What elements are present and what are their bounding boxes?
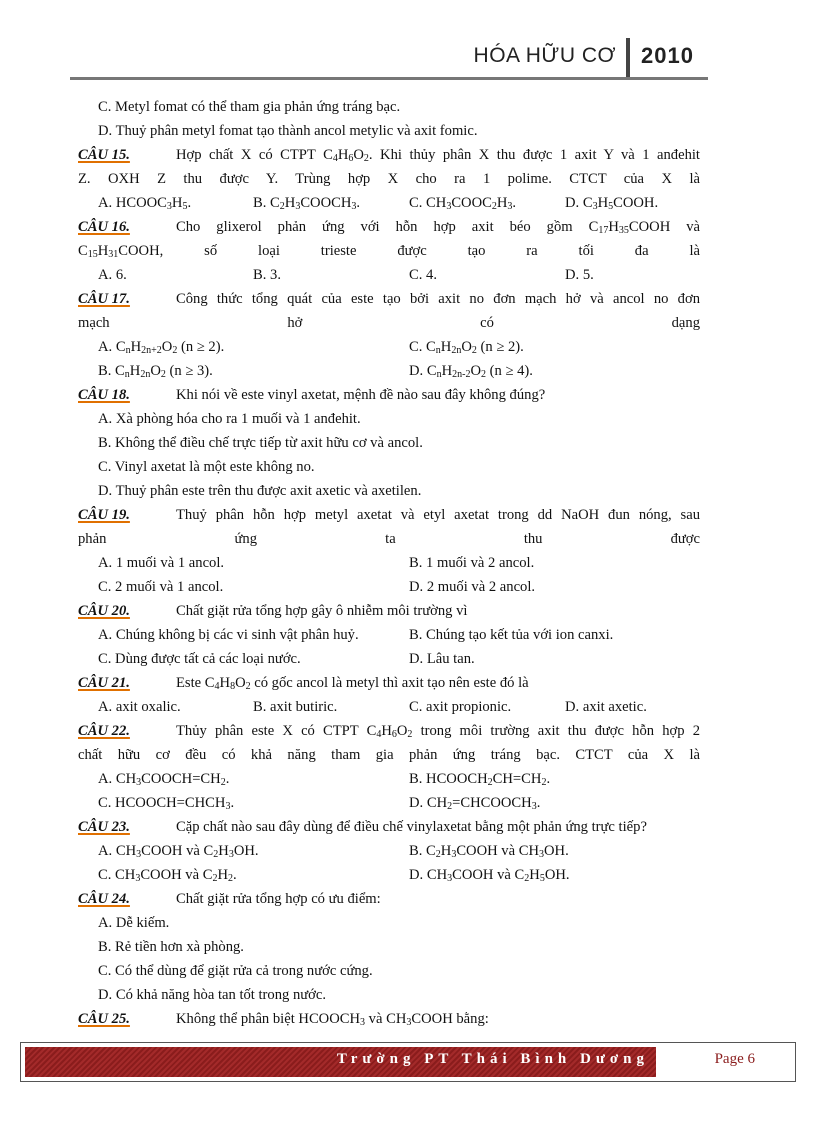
answer-option: C. $HCOOCH=CHCH_3$. bbox=[98, 795, 235, 812]
answer-option: C. axit propionic. bbox=[409, 699, 512, 715]
question-label: CÂU 24. bbox=[78, 891, 130, 907]
question-label: CÂU 18. bbox=[78, 387, 130, 403]
answer-option: C. Dùng được tất cả các loại nước. bbox=[98, 651, 301, 667]
question-line bbox=[78, 383, 700, 407]
question-label: CÂU 22. bbox=[78, 723, 130, 739]
options-row bbox=[78, 791, 700, 815]
question-line bbox=[78, 503, 700, 527]
answer-option: C. 4. bbox=[409, 267, 437, 283]
question-text: Cặp chất nào sau đây dùng để điều chế vinylaxetat bằng một phản ứng trực tiếp? bbox=[176, 819, 647, 835]
header-rule bbox=[70, 77, 708, 80]
question-text: Hợp chất X có CTPT $C_4H_6O_2$. Khi thủy phân X thu được 1 axit Y và 1 anđehit bbox=[176, 147, 700, 164]
question-text-line: mạch hở có dạng bbox=[78, 315, 700, 331]
answer-option: D. 5. bbox=[565, 267, 594, 283]
answer-option: D. $CH_3COOH$ và $C_2H_5OH$. bbox=[409, 867, 570, 884]
question-label: CÂU 15. bbox=[78, 147, 130, 163]
options-row bbox=[78, 623, 700, 647]
question-line bbox=[78, 671, 700, 695]
question-label: CÂU 25. bbox=[78, 1011, 130, 1027]
options-row bbox=[78, 191, 700, 215]
question-text: Este $C_4H_8O_2$ có gốc ancol là metyl thì axit tạo nên este đó là bbox=[176, 675, 529, 692]
option-line: A. Dễ kiếm. bbox=[98, 915, 170, 931]
page-header bbox=[70, 38, 708, 80]
option-line: D. Có khả năng hòa tan tốt trong nước. bbox=[98, 987, 327, 1003]
question-label: CÂU 20. bbox=[78, 603, 130, 619]
answer-option: A. Chúng không bị các vi sinh vật phân huỷ. bbox=[98, 627, 359, 643]
question-line bbox=[78, 815, 700, 839]
option-line: D. Thuỷ phân este trên thu được axit axetic và axetilen. bbox=[98, 483, 422, 499]
question-text-line: Z. OXH Z thu được Y. Trùng hợp X cho ra 1 polime. CTCT của X là bbox=[78, 171, 700, 187]
question-text: Thuỷ phân hỗn hợp metyl axetat và etyl axetat trong dd NaOH đun nóng, sau bbox=[176, 507, 700, 523]
options-row bbox=[78, 263, 700, 287]
option-line: C. Metyl fomat có thể tham gia phản ứng tráng bạc. bbox=[98, 99, 401, 115]
header-divider bbox=[626, 38, 630, 80]
answer-option: B. 1 muối và 2 ancol. bbox=[409, 555, 535, 571]
option-line: A. Xà phòng hóa cho ra 1 muối và 1 anđehit. bbox=[98, 411, 361, 427]
question-line bbox=[78, 887, 700, 911]
answer-option: D. 2 muối và 2 ancol. bbox=[409, 579, 536, 595]
document-body bbox=[78, 95, 700, 1031]
answer-option: B. 3. bbox=[253, 267, 281, 283]
question-line bbox=[78, 287, 700, 311]
question-line bbox=[78, 143, 700, 167]
question-text-line: chất hữu cơ đều có khả năng tham gia phản ứng tráng bạc. CTCT của X là bbox=[78, 747, 700, 763]
answer-option: D. Lâu tan. bbox=[409, 651, 475, 667]
answer-option: B. Chúng tạo kết tủa với ion canxi. bbox=[409, 627, 614, 643]
option-line: C. Có thể dùng để giặt rửa cả trong nước cứng. bbox=[98, 963, 373, 979]
options-row bbox=[78, 863, 700, 887]
question-line bbox=[78, 599, 700, 623]
answer-option: D. $C_nH_{2n-2}O_2$ (n ≥ 4). bbox=[409, 363, 533, 380]
answer-option: A. $HCOOC_3H_5$. bbox=[98, 195, 192, 212]
answer-option: C. $C_nH_{2n}O_2$ (n ≥ 2). bbox=[409, 339, 524, 356]
option-line: C. Vinyl axetat là một este không no. bbox=[98, 459, 315, 475]
options-row bbox=[78, 551, 700, 575]
question-text: Thủy phân este X có CTPT $C_4H_6O_2$ trong môi trường axit thu được hỗn hợp 2 bbox=[176, 723, 700, 740]
question-label: CÂU 23. bbox=[78, 819, 130, 835]
answer-option: A. 1 muối và 1 ancol. bbox=[98, 555, 225, 571]
question-line bbox=[78, 719, 700, 743]
page-footer bbox=[20, 1042, 796, 1082]
footer-page-number: Page 6 bbox=[714, 1051, 755, 1067]
answer-option: A. $C_nH_{2n+2}O_2$ (n ≥ 2). bbox=[98, 339, 225, 356]
answer-option: D. $CH_2=CHCOOCH_3$. bbox=[409, 795, 541, 812]
answer-option: A. 6. bbox=[98, 267, 127, 283]
option-line: B. Không thể điều chế trực tiếp từ axit hữu cơ và ancol. bbox=[98, 435, 423, 451]
header-year: 2010 bbox=[641, 43, 694, 68]
question-label: CÂU 19. bbox=[78, 507, 130, 523]
answer-option: B. $C_2H_3COOCH_3$. bbox=[253, 195, 361, 212]
question-text-line: phản ứng ta thu được bbox=[78, 531, 700, 547]
answer-option: B. $HCOOCH_2CH=CH_2$. bbox=[409, 771, 551, 788]
answer-option: A. $CH_3COOCH=CH_2$. bbox=[98, 771, 230, 788]
option-line: B. Rẻ tiền hơn xà phòng. bbox=[98, 939, 244, 955]
question-text: Khi nói về este vinyl axetat, mệnh đề nào sau đây không đúng? bbox=[176, 387, 546, 403]
options-row bbox=[78, 647, 700, 671]
answer-option: B. $C_2H_3COOH$ và $CH_3OH$. bbox=[409, 843, 569, 860]
question-line bbox=[78, 1007, 700, 1031]
answer-option: A. $CH_3COOH$ và $C_2H_3OH$. bbox=[98, 843, 259, 860]
options-row bbox=[78, 335, 700, 359]
header-title: HÓA HỮU CƠ bbox=[473, 44, 616, 67]
options-row bbox=[78, 767, 700, 791]
question-text: Chất giặt rửa tổng hợp gây ô nhiễm môi trường vì bbox=[176, 603, 468, 619]
answer-option: C. 2 muối và 1 ancol. bbox=[98, 579, 224, 595]
question-label: CÂU 17. bbox=[78, 291, 130, 307]
answer-option: D. $C_3H_5COOH$. bbox=[565, 195, 659, 212]
options-row bbox=[78, 359, 700, 383]
answer-option: C. $CH_3COOC_2H_3$. bbox=[409, 195, 517, 212]
question-text-line: $C_{15}H_{31}COOH$, số loại trieste được tạo ra tối đa là bbox=[78, 243, 700, 260]
answer-option: D. axit axetic. bbox=[565, 699, 647, 715]
option-line: D. Thuỷ phân metyl fomat tạo thành ancol metylic và axit fomic. bbox=[98, 123, 478, 139]
options-row bbox=[78, 695, 700, 719]
question-text: Không thể phân biệt $HCOOCH_3$ và $CH_3COOH$ bằng: bbox=[176, 1011, 489, 1028]
question-line bbox=[78, 215, 700, 239]
options-row bbox=[78, 839, 700, 863]
answer-option: A. axit oxalic. bbox=[98, 699, 181, 715]
answer-option: B. axit butiric. bbox=[253, 699, 338, 715]
question-text: Công thức tổng quát của este tạo bởi axit no đơn mạch hở và ancol no đơn bbox=[176, 291, 700, 307]
answer-option: B. $C_nH_{2n}O_2$ (n ≥ 3). bbox=[98, 363, 213, 380]
options-row bbox=[78, 575, 700, 599]
answer-option: C. $CH_3COOH$ và $C_2H_2$. bbox=[98, 867, 237, 884]
question-label: CÂU 21. bbox=[78, 675, 130, 691]
question-text: Cho glixerol phản ứng với hỗn hợp axit béo gồm $C_{17}H_{35}COOH$ và bbox=[176, 219, 700, 236]
footer-school: Trường PT Thái Bình Dương bbox=[336, 1051, 649, 1067]
question-text: Chất giặt rửa tổng hợp có ưu điểm: bbox=[176, 891, 381, 907]
question-label: CÂU 16. bbox=[78, 219, 130, 235]
